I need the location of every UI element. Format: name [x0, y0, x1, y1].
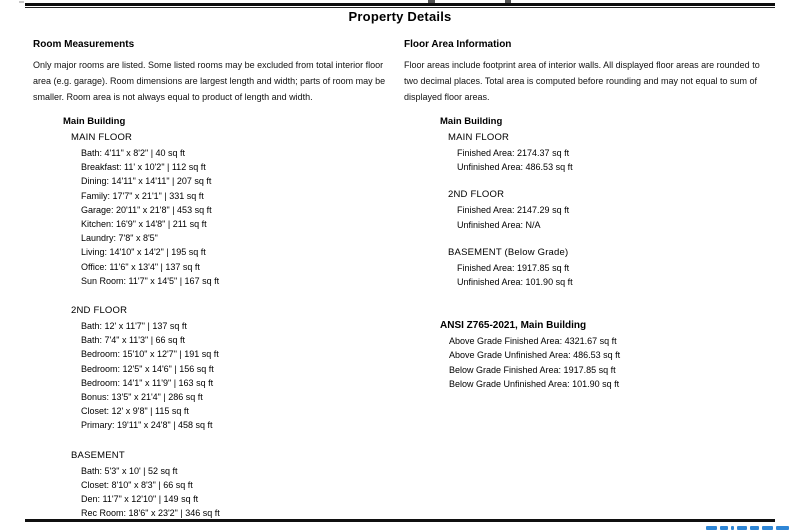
building-name: Main Building — [63, 116, 126, 127]
room-line: Breakfast: 11' x 10'2" | 112 sq ft — [81, 162, 206, 173]
room-line: Living: 14'10" x 14'2" | 195 sq ft — [81, 247, 206, 258]
room-line: Bedroom: 12'5" x 14'6" | 156 sq ft — [81, 363, 214, 374]
ansi-line-list — [449, 334, 775, 391]
room-line: Laundry: 7'8" x 8'5" — [81, 233, 158, 244]
ansi-line: Above Grade Finished Area: 4321.67 sq ft — [449, 336, 617, 347]
room-line: Bedroom: 15'10" x 12'7" | 191 sq ft — [81, 349, 219, 360]
floor-name: MAIN FLOOR — [71, 132, 133, 143]
room-measurements-section — [33, 38, 395, 520]
floor-block-2nd-floor — [71, 304, 395, 433]
cropped-text-fragment — [19, 1, 24, 3]
ansi-line: Below Grade Finished Area: 1917.85 sq ft — [449, 364, 616, 375]
page-title: Property Details — [348, 9, 452, 24]
logo-letter-fragment — [776, 526, 789, 530]
logo-letter-fragment — [737, 526, 747, 530]
room-measurements-list — [63, 115, 395, 520]
room-measurements-heading: Room Measurements — [33, 39, 135, 50]
room-line: Closet: 12' x 9'8" | 115 sq ft — [81, 406, 189, 417]
area-block-main-floor — [448, 131, 775, 174]
floor-name: 2ND FLOOR — [71, 305, 128, 317]
room-line: Bath: 12' x 11'7" | 137 sq ft — [81, 321, 187, 332]
floor-area-section — [404, 38, 775, 520]
floor-block-main-floor — [71, 131, 395, 288]
building-name: Main Building — [440, 116, 503, 127]
room-list — [81, 319, 395, 433]
logo-letter-fragment — [762, 526, 773, 530]
floor-block-basement — [71, 449, 395, 521]
room-line: Bath: 5'3" x 10' | 52 sq ft — [81, 465, 178, 476]
room-line: Bedroom: 14'1" x 11'9" | 163 sq ft — [81, 377, 214, 388]
floor-area-list — [440, 115, 775, 391]
area-list — [457, 203, 775, 231]
room-line: Dining: 14'11" x 14'11" | 207 sq ft — [81, 176, 212, 187]
room-line: Office: 11'6" x 13'4" | 137 sq ft — [81, 261, 200, 272]
room-line: Sun Room: 11'7" x 14'5" | 167 sq ft — [81, 275, 220, 286]
ansi-summary-block — [440, 319, 775, 391]
room-line: Closet: 8'10" x 8'3" | 66 sq ft — [81, 479, 193, 490]
floor-name: 2ND FLOOR — [448, 189, 505, 201]
ansi-line: Below Grade Unfinished Area: 101.90 sq ft — [449, 378, 620, 389]
room-line: Garage: 20'11" x 21'8" | 453 sq ft — [81, 204, 212, 215]
floor-name: MAIN FLOOR — [448, 132, 510, 143]
floor-area-description: Floor areas include footprint area of interior walls. All displayed floor areas are rounded to two decimal places. Total area is computed before rounding and may not equal to sum of displayed floor areas. — [404, 60, 760, 102]
area-line: Finished Area: 2174.37 sq ft — [457, 148, 570, 158]
area-line: Finished Area: 1917.85 sq ft — [457, 262, 570, 273]
content-columns — [33, 38, 775, 520]
room-line: Bath: 7'4" x 11'3" | 66 sq ft — [81, 335, 186, 346]
logo-letter-fragment — [731, 526, 734, 530]
room-line: Kitchen: 16'9" x 14'8" | 211 sq ft — [81, 219, 207, 230]
room-line: Bonus: 13'5" x 21'4" | 286 sq ft — [81, 392, 203, 403]
room-line: Den: 11'7" x 12'10" | 149 sq ft — [81, 494, 199, 505]
logo-letter-fragment — [750, 526, 759, 530]
logo-letter-fragment — [720, 526, 728, 530]
area-line: Finished Area: 2147.29 sq ft — [457, 205, 570, 216]
area-line: Unfinished Area: N/A — [457, 219, 541, 230]
area-line: Unfinished Area: 101.90 sq ft — [457, 277, 573, 288]
floor-name: BASEMENT — [71, 449, 125, 461]
top-divider — [25, 3, 775, 8]
room-list — [81, 464, 395, 521]
area-list — [457, 261, 775, 289]
floor-name: BASEMENT (Below Grade) — [448, 246, 569, 258]
room-line: Rec Room: 18'6" x 23'2" | 346 sq ft — [81, 508, 220, 519]
room-line: Primary: 19'11" x 24'8" | 458 sq ft — [81, 420, 213, 431]
ansi-line: Above Grade Unfinished Area: 486.53 sq ft — [449, 350, 621, 361]
room-line: Bath: 4'11" x 8'2" | 40 sq ft — [81, 148, 186, 158]
floor-area-heading: Floor Area Information — [404, 39, 512, 50]
area-block-2nd-floor — [448, 188, 775, 231]
logo-letter-fragment — [706, 526, 717, 530]
ansi-heading: ANSI Z765-2021, Main Building — [440, 320, 587, 332]
room-line: Family: 17'7" x 21'1" | 331 sq ft — [81, 190, 204, 201]
area-list — [457, 146, 775, 174]
bottom-divider — [25, 519, 775, 522]
area-block-basement — [448, 246, 775, 289]
room-list — [81, 146, 395, 288]
room-measurements-description: Only major rooms are listed. Some listed rooms may be excluded from total interior floor area (e.g. garage). Room dimensions are largest length and width; parts of room may be smaller. Room area is not always equal to product of length and width. — [33, 60, 386, 102]
area-line: Unfinished Area: 486.53 sq ft — [457, 162, 573, 173]
partial-brand-logo — [706, 526, 789, 530]
